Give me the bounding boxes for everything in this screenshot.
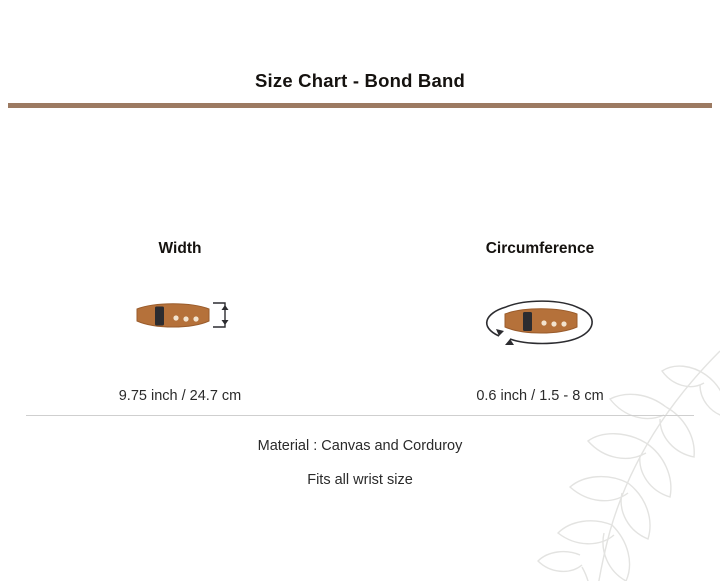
footer-divider — [26, 415, 694, 416]
title-divider — [8, 103, 712, 108]
measurements-row — [0, 240, 720, 404]
circumference-value: 0.6 inch / 1.5 - 8 cm — [476, 388, 604, 404]
circumference-label: Circumference — [485, 240, 595, 257]
material-note: Material : Canvas and Corduroy — [257, 438, 463, 454]
fit-note: Fits all wrist size — [307, 472, 413, 488]
bracelet-width-diagram-icon — [0, 272, 360, 368]
bracelet-circumference-diagram-icon — [360, 272, 720, 368]
page-title: Size Chart - Bond Band — [255, 70, 465, 91]
width-label: Width — [158, 240, 202, 257]
measurement-column-width — [0, 240, 360, 404]
width-value: 9.75 inch / 24.7 cm — [118, 388, 242, 404]
measurement-column-circumference — [360, 240, 720, 404]
